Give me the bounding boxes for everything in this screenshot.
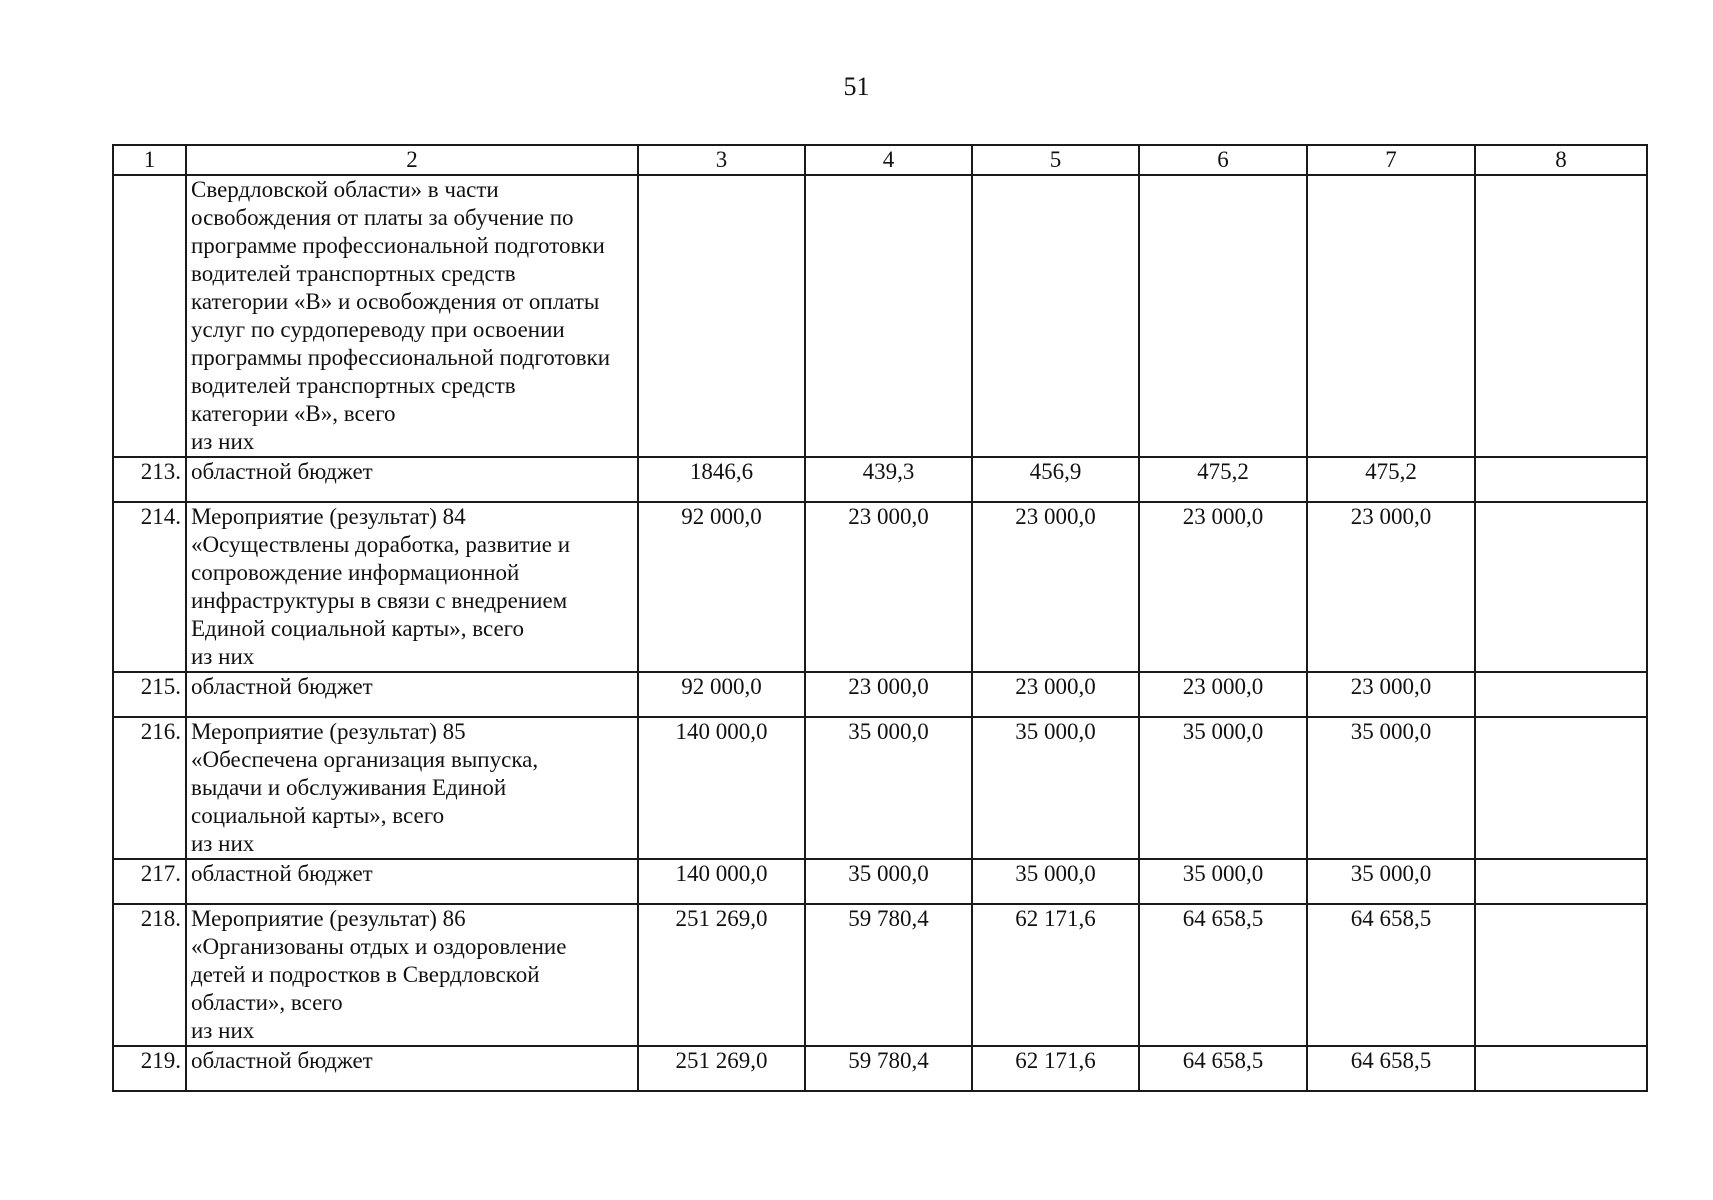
value-cell-col-4: 59 780,4 [805, 904, 972, 1046]
value-cell-col-7: 35 000,0 [1307, 717, 1475, 859]
value-cell-col-8 [1475, 175, 1647, 457]
value-cell-col-5: 23 000,0 [972, 502, 1139, 672]
table-row-budget [113, 859, 1647, 904]
value-cell-col-3: 251 269,0 [638, 1046, 805, 1091]
header-cell-2: 2 [186, 145, 638, 175]
header-cell-1: 1 [113, 145, 186, 175]
header-cell-8: 8 [1475, 145, 1647, 175]
value-cell-col-4: 59 780,4 [805, 1046, 972, 1091]
header-cell-5: 5 [972, 145, 1139, 175]
table-row-budget [113, 457, 1647, 502]
value-cell-col-8 [1475, 859, 1647, 904]
value-cell-col-3: 92 000,0 [638, 672, 805, 717]
value-cell-col-6: 64 658,5 [1139, 904, 1307, 1046]
table-row-budget [113, 672, 1647, 717]
header-cell-3: 3 [638, 145, 805, 175]
value-cell-col-4: 23 000,0 [805, 502, 972, 672]
value-cell-col-5: 456,9 [972, 457, 1139, 502]
value-cell-col-5 [972, 175, 1139, 457]
value-cell-col-3: 140 000,0 [638, 859, 805, 904]
value-cell-col-7 [1307, 175, 1475, 457]
value-cell-col-7: 35 000,0 [1307, 859, 1475, 904]
header-cell-4: 4 [805, 145, 972, 175]
value-cell-col-5: 62 171,6 [972, 1046, 1139, 1091]
table-body [113, 145, 1647, 1091]
value-cell-col-8 [1475, 457, 1647, 502]
row-number-cell: 215. [113, 672, 186, 717]
value-cell-col-4: 35 000,0 [805, 859, 972, 904]
row-description-cell: областной бюджет [186, 859, 638, 904]
value-cell-col-3: 251 269,0 [638, 904, 805, 1046]
value-cell-col-8 [1475, 1046, 1647, 1091]
value-cell-col-8 [1475, 717, 1647, 859]
budget-table [112, 144, 1648, 1092]
value-cell-col-6: 475,2 [1139, 457, 1307, 502]
header-cell-6: 6 [1139, 145, 1307, 175]
value-cell-col-7: 475,2 [1307, 457, 1475, 502]
table-row [113, 175, 1647, 457]
value-cell-col-6: 23 000,0 [1139, 672, 1307, 717]
value-cell-col-6: 35 000,0 [1139, 717, 1307, 859]
value-cell-col-7: 23 000,0 [1307, 502, 1475, 672]
value-cell-col-8 [1475, 502, 1647, 672]
value-cell-col-7: 64 658,5 [1307, 1046, 1475, 1091]
row-number-cell: 214. [113, 502, 186, 672]
value-cell-col-5: 35 000,0 [972, 859, 1139, 904]
header-cell-7: 7 [1307, 145, 1475, 175]
row-description-cell: Мероприятие (результат) 84 «Осуществлены доработка, развитие и сопровождение информационной инфраструктуры в связи с внедрением Единой социальной карты», всего из них [186, 502, 638, 672]
value-cell-col-6: 23 000,0 [1139, 502, 1307, 672]
value-cell-col-8 [1475, 672, 1647, 717]
row-number-cell: 216. [113, 717, 186, 859]
table-row [113, 502, 1647, 672]
value-cell-col-6 [1139, 175, 1307, 457]
row-description-cell: Свердловской области» в части освобождения от платы за обучение по программе профессиональной подготовки водителей транспортных средств категории «В» и освобождения от оплаты услуг по сурдопереводу при освоении программы профессиональной подготовки водителей транспортных средств категории «В», всего из них [186, 175, 638, 457]
value-cell-col-3 [638, 175, 805, 457]
row-description-cell: областной бюджет [186, 457, 638, 502]
value-cell-col-7: 64 658,5 [1307, 904, 1475, 1046]
table-row-budget [113, 1046, 1647, 1091]
row-number-cell: 219. [113, 1046, 186, 1091]
row-number-cell: 213. [113, 457, 186, 502]
row-description-cell: Мероприятие (результат) 86 «Организованы отдых и оздоровление детей и подростков в Свердловской области», всего из них [186, 904, 638, 1046]
page-number: 51 [843, 72, 870, 101]
value-cell-col-3: 140 000,0 [638, 717, 805, 859]
value-cell-col-5: 23 000,0 [972, 672, 1139, 717]
value-cell-col-6: 35 000,0 [1139, 859, 1307, 904]
row-description-cell: областной бюджет [186, 1046, 638, 1091]
row-number-cell: 217. [113, 859, 186, 904]
value-cell-col-3: 92 000,0 [638, 502, 805, 672]
value-cell-col-4 [805, 175, 972, 457]
value-cell-col-5: 35 000,0 [972, 717, 1139, 859]
value-cell-col-7: 23 000,0 [1307, 672, 1475, 717]
value-cell-col-5: 62 171,6 [972, 904, 1139, 1046]
row-number-cell: 218. [113, 904, 186, 1046]
table-row [113, 717, 1647, 859]
value-cell-col-4: 23 000,0 [805, 672, 972, 717]
header-row [113, 145, 1647, 175]
row-description-cell: Мероприятие (результат) 85 «Обеспечена организация выпуска, выдачи и обслуживания Единой социальной карты», всего из них [186, 717, 638, 859]
row-description-cell: областной бюджет [186, 672, 638, 717]
value-cell-col-6: 64 658,5 [1139, 1046, 1307, 1091]
value-cell-col-4: 35 000,0 [805, 717, 972, 859]
value-cell-col-8 [1475, 904, 1647, 1046]
row-number-cell [113, 175, 186, 457]
table-row [113, 904, 1647, 1046]
value-cell-col-3: 1846,6 [638, 457, 805, 502]
value-cell-col-4: 439,3 [805, 457, 972, 502]
